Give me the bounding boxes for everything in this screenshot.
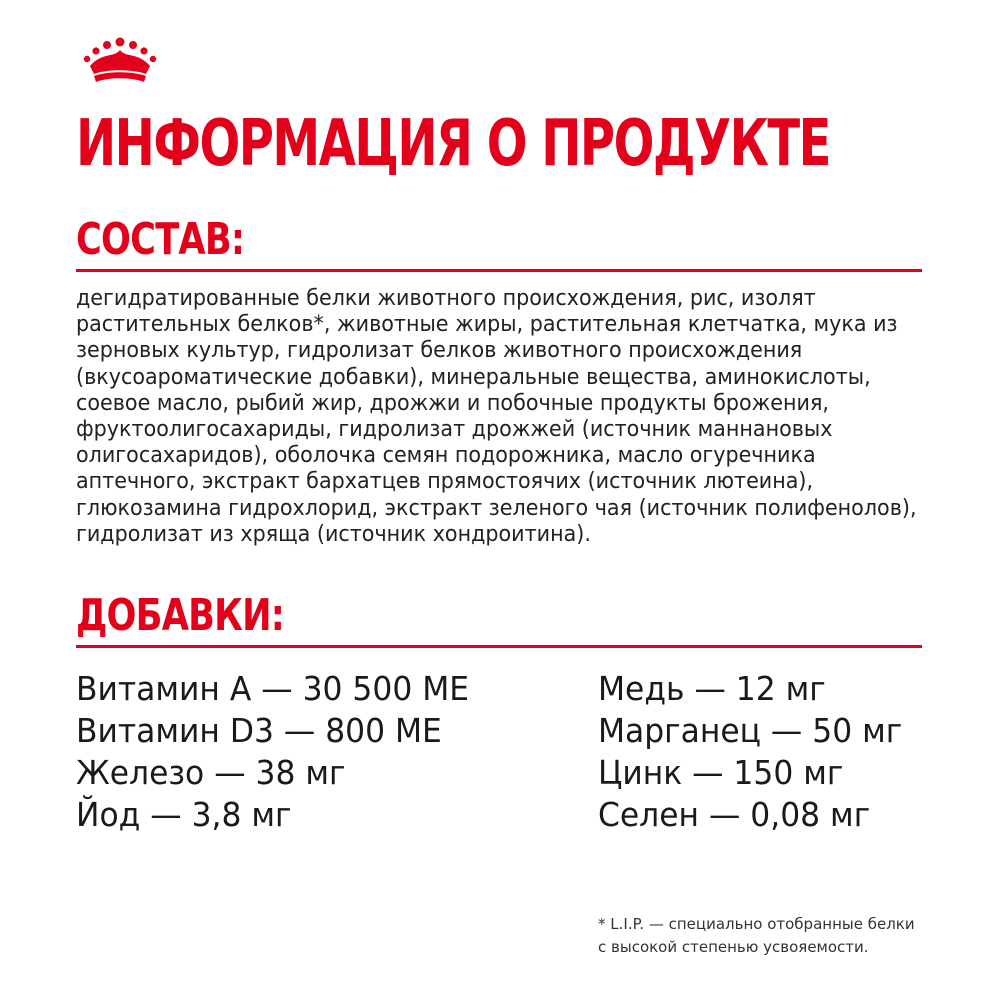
additive-item: Йод — 3,8 мг: [76, 795, 292, 834]
crown-icon: [76, 36, 164, 84]
page-title: ИНФОРМАЦИЯ О ПРОДУКТЕ: [76, 107, 830, 181]
additive-item: Медь — 12 мг: [598, 669, 826, 708]
additive-item: Железо — 38 мг: [76, 753, 346, 792]
composition-divider: [76, 269, 922, 272]
additive-item: Витамин А — 30 500 МЕ: [76, 669, 470, 708]
composition-text: дегидратированные белки животного происхождения, рис, изолят растительных белков*, животные жиры, растительная клетчатка, мука из зерновых культур, гидролизат белков животного происхождения (вкусоароматические добавки), минеральные вещества, аминокислоты, соевое масло, рыбий жир, дрожжи и побочные продукты брожения, фруктоолигосахариды, гидролизат дрожжей (источник маннановых олигосахаридов), оболочка семян подорожника, масло огуречника аптечного, экстракт бархатцев прямостоячих (источник лютеина), глюкозамина гидрохлорид, экстракт зеленого чая (источник полифенолов), гидролизат из хряща (источник хондроитина).: [76, 286, 917, 547]
additives-list-right: [598, 668, 918, 836]
footnote: [598, 913, 915, 959]
footnote-line: с высокой степенью усвояемости.: [598, 938, 869, 956]
additives-list-left: [76, 668, 490, 836]
additive-item: Витамин D3 — 800 МЕ: [76, 711, 442, 750]
composition-heading: СОСТАВ:: [76, 214, 245, 265]
additives-divider: [76, 645, 922, 648]
footnote-line: * L.I.P. — специально отобранные белки: [598, 915, 915, 933]
additive-item: Селен — 0,08 мг: [598, 795, 871, 834]
additives-heading: ДОБАВКИ:: [76, 590, 285, 641]
additive-item: Цинк — 150 мг: [598, 753, 844, 792]
additive-item: Марганец — 50 мг: [598, 711, 903, 750]
